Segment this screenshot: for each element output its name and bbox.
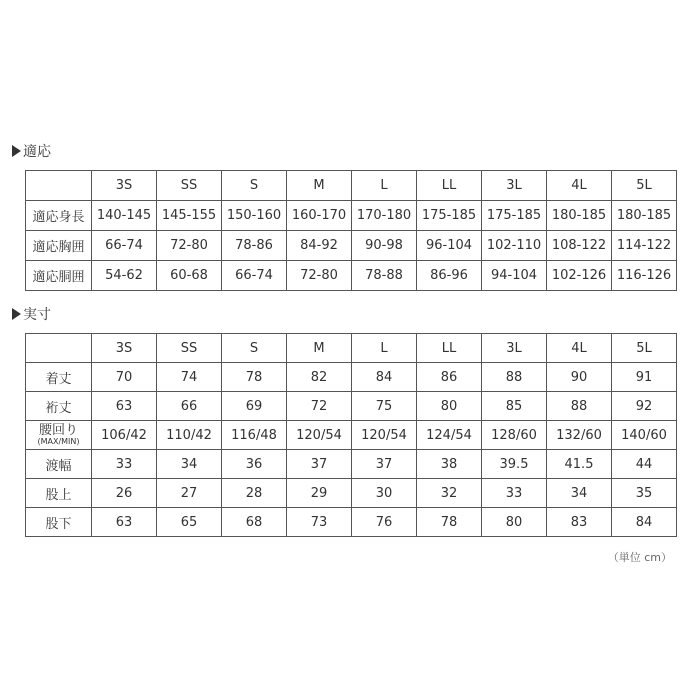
- table-cell: 86-96: [417, 261, 482, 291]
- table-cell: 124/54: [417, 421, 482, 450]
- section-title-measurements: [12, 304, 51, 324]
- triangle-right-icon: [12, 308, 21, 320]
- table-cell: 84: [612, 508, 677, 537]
- table-cell: 73: [287, 508, 352, 537]
- triangle-right-icon: [12, 145, 21, 157]
- header-cell: LL: [417, 334, 482, 363]
- header-cell: 5L: [612, 334, 677, 363]
- header-cell: S: [222, 334, 287, 363]
- row-label: 適応胴囲: [26, 261, 92, 291]
- table-cell: 29: [287, 479, 352, 508]
- table-cell: 106/42: [92, 421, 157, 450]
- table-cell: 41.5: [547, 450, 612, 479]
- table-header-row: [26, 334, 677, 363]
- table-cell: 78: [222, 363, 287, 392]
- table-cell: 91: [612, 363, 677, 392]
- table-cell: 78-86: [222, 231, 287, 261]
- table-cell: 116-126: [612, 261, 677, 291]
- table-cell: 76: [352, 508, 417, 537]
- table-cell: 44: [612, 450, 677, 479]
- table-cell: 74: [157, 363, 222, 392]
- row-label-with-sublabel: [26, 421, 92, 450]
- table-row: [26, 508, 677, 537]
- table-header-row: [26, 171, 677, 201]
- table-cell: 140/60: [612, 421, 677, 450]
- table-row: [26, 392, 677, 421]
- fit-size-table: [25, 170, 677, 291]
- table-cell: 86: [417, 363, 482, 392]
- table-cell: 70: [92, 363, 157, 392]
- table-cell: 63: [92, 392, 157, 421]
- table-row: [26, 201, 677, 231]
- table-cell: 175-185: [417, 201, 482, 231]
- table-cell: 37: [352, 450, 417, 479]
- table-cell: 150-160: [222, 201, 287, 231]
- row-label: 裄丈: [26, 392, 92, 421]
- table-cell: 180-185: [547, 201, 612, 231]
- header-cell: 3S: [92, 334, 157, 363]
- table-row: [26, 231, 677, 261]
- table-cell: 90-98: [352, 231, 417, 261]
- table-cell: 34: [547, 479, 612, 508]
- table-cell: 54-62: [92, 261, 157, 291]
- table-cell: 37: [287, 450, 352, 479]
- table-cell: 88: [482, 363, 547, 392]
- table-cell: 39.5: [482, 450, 547, 479]
- table-cell: 80: [482, 508, 547, 537]
- row-sublabel: (MAX/MIN): [37, 437, 80, 446]
- section-title-fit-label: 適応: [23, 144, 51, 160]
- table-cell: 140-145: [92, 201, 157, 231]
- table-cell: 72-80: [157, 231, 222, 261]
- table-cell: 36: [222, 450, 287, 479]
- table-cell: 34: [157, 450, 222, 479]
- table-cell: 60-68: [157, 261, 222, 291]
- header-cell: 3S: [92, 171, 157, 201]
- row-label: 着丈: [26, 363, 92, 392]
- table-cell: 30: [352, 479, 417, 508]
- table-cell: 170-180: [352, 201, 417, 231]
- table-cell: 102-126: [547, 261, 612, 291]
- table-row: [26, 450, 677, 479]
- table-cell: 84: [352, 363, 417, 392]
- row-label: 渡幅: [26, 450, 92, 479]
- table-cell: 114-122: [612, 231, 677, 261]
- table-cell: 94-104: [482, 261, 547, 291]
- table-cell: 116/48: [222, 421, 287, 450]
- table-cell: 120/54: [287, 421, 352, 450]
- table-cell: 102-110: [482, 231, 547, 261]
- table-cell: 145-155: [157, 201, 222, 231]
- table-cell: 65: [157, 508, 222, 537]
- row-label: 適応胸囲: [26, 231, 92, 261]
- table-cell: 175-185: [482, 201, 547, 231]
- measurement-table: [25, 333, 677, 537]
- table-cell: 27: [157, 479, 222, 508]
- header-cell: LL: [417, 171, 482, 201]
- table-cell: 26: [92, 479, 157, 508]
- table-row: [26, 421, 677, 450]
- header-cell: S: [222, 171, 287, 201]
- row-label: 股下: [26, 508, 92, 537]
- header-cell: 3L: [482, 171, 547, 201]
- table-cell: 69: [222, 392, 287, 421]
- table-cell: 38: [417, 450, 482, 479]
- table-cell: 83: [547, 508, 612, 537]
- header-cell: M: [287, 171, 352, 201]
- table-cell: 72-80: [287, 261, 352, 291]
- table-cell: 82: [287, 363, 352, 392]
- table-cell: 28: [222, 479, 287, 508]
- table-cell: 68: [222, 508, 287, 537]
- table-cell: 160-170: [287, 201, 352, 231]
- table-cell: 32: [417, 479, 482, 508]
- table-cell: 78: [417, 508, 482, 537]
- table-cell: 78-88: [352, 261, 417, 291]
- table-cell: 66-74: [222, 261, 287, 291]
- table-cell: 72: [287, 392, 352, 421]
- header-cell: SS: [157, 171, 222, 201]
- table-cell: 120/54: [352, 421, 417, 450]
- table-row: [26, 261, 677, 291]
- table-row: [26, 479, 677, 508]
- header-cell: 4L: [547, 171, 612, 201]
- table-cell: 85: [482, 392, 547, 421]
- header-cell: L: [352, 334, 417, 363]
- table-cell: 66: [157, 392, 222, 421]
- table-cell: 132/60: [547, 421, 612, 450]
- table-cell: 92: [612, 392, 677, 421]
- table-cell: 33: [482, 479, 547, 508]
- table-cell: 90: [547, 363, 612, 392]
- table-cell: 88: [547, 392, 612, 421]
- table-row: [26, 363, 677, 392]
- header-corner-cell: [26, 171, 92, 201]
- section-title-fit: [12, 141, 51, 161]
- table-cell: 63: [92, 508, 157, 537]
- header-cell: 3L: [482, 334, 547, 363]
- table-cell: 75: [352, 392, 417, 421]
- table-cell: 35: [612, 479, 677, 508]
- header-cell: M: [287, 334, 352, 363]
- table-cell: 96-104: [417, 231, 482, 261]
- table-cell: 66-74: [92, 231, 157, 261]
- header-cell: L: [352, 171, 417, 201]
- table-cell: 80: [417, 392, 482, 421]
- row-label: 腰回り: [38, 423, 78, 438]
- row-label: 適応身長: [26, 201, 92, 231]
- table-cell: 128/60: [482, 421, 547, 450]
- header-corner-cell: [26, 334, 92, 363]
- row-label: 股上: [26, 479, 92, 508]
- header-cell: 5L: [612, 171, 677, 201]
- table-cell: 108-122: [547, 231, 612, 261]
- header-cell: SS: [157, 334, 222, 363]
- section-title-measurements-label: 実寸: [23, 307, 51, 323]
- table-cell: 84-92: [287, 231, 352, 261]
- unit-note: （単位 cm）: [607, 551, 672, 564]
- table-cell: 110/42: [157, 421, 222, 450]
- table-cell: 33: [92, 450, 157, 479]
- table-cell: 180-185: [612, 201, 677, 231]
- header-cell: 4L: [547, 334, 612, 363]
